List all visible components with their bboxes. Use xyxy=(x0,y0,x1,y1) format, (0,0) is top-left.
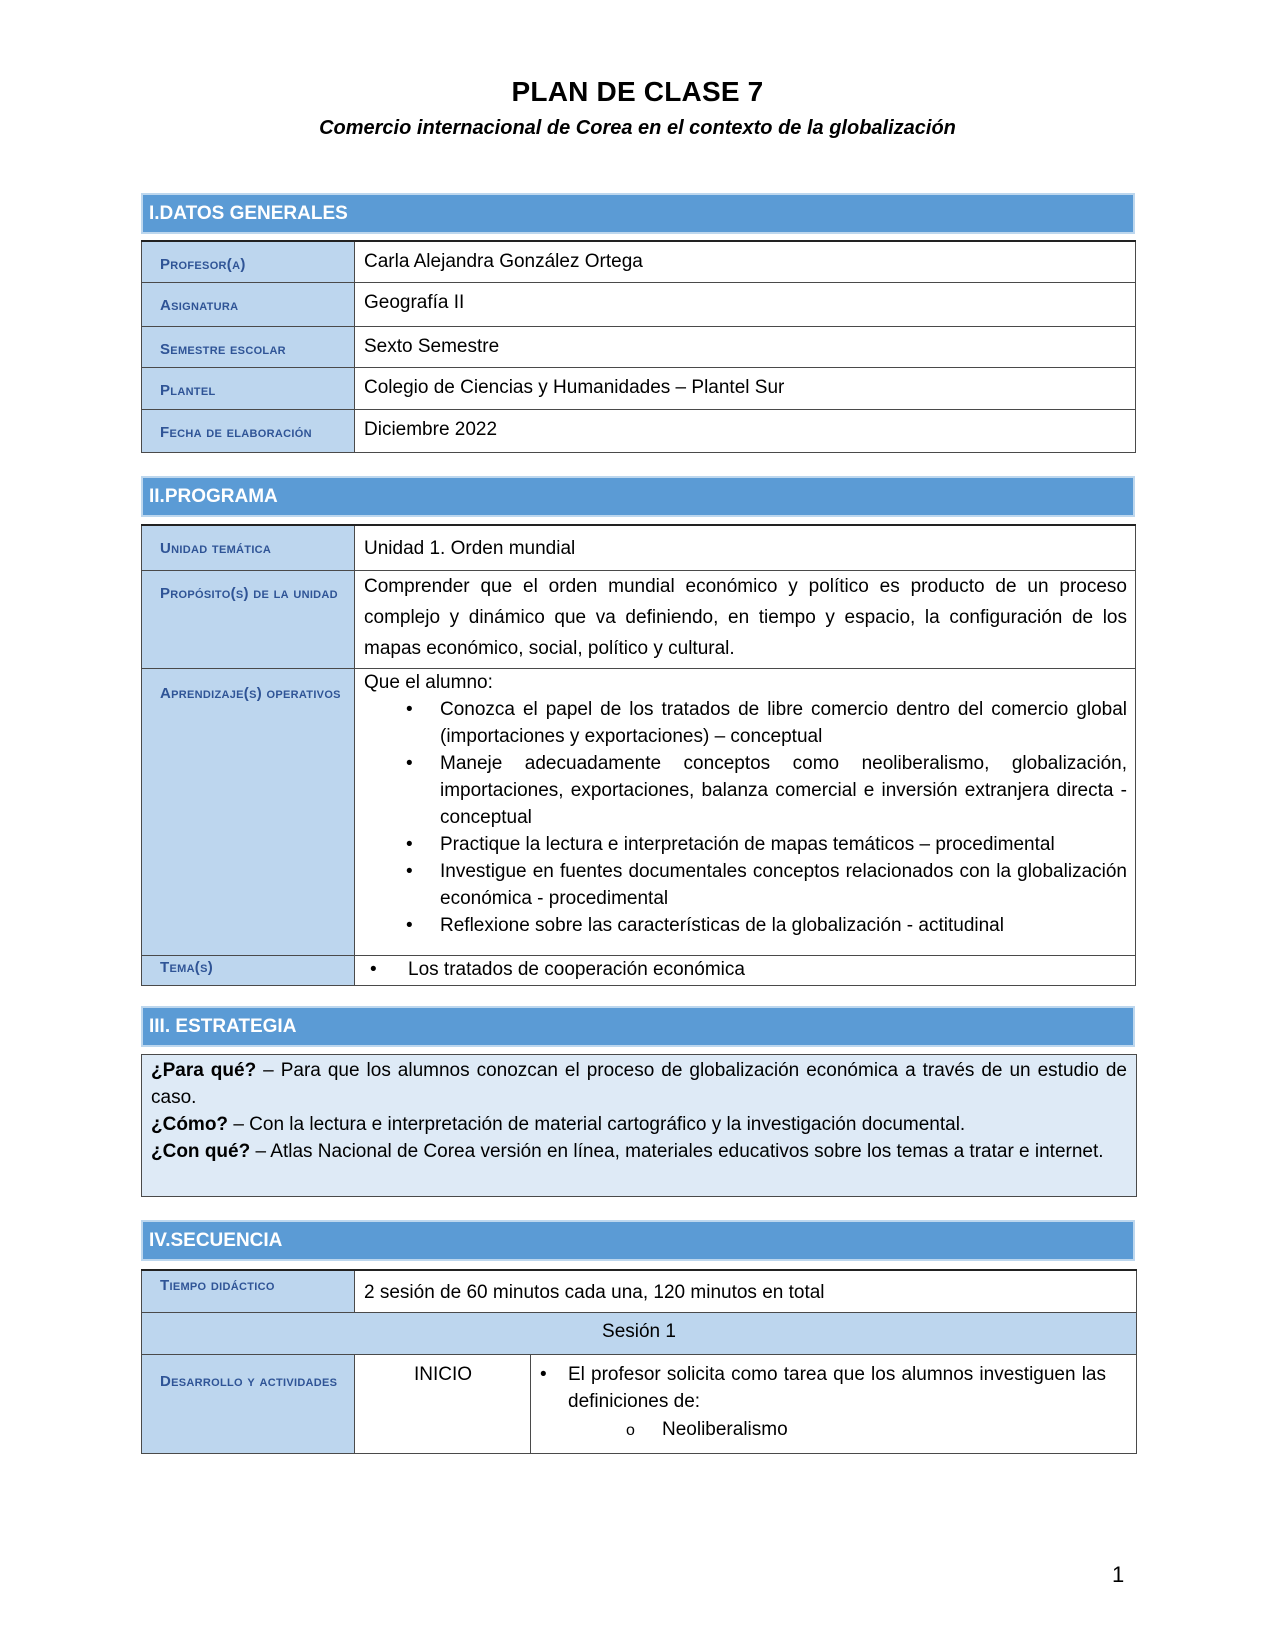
value-unidad: Unidad 1. Orden mundial xyxy=(355,525,1136,570)
label-proposito: Propósito(s) de la unidad xyxy=(142,570,355,668)
value-temas xyxy=(355,955,1136,985)
value-tiempo: 2 sesión de 60 minutos cada una, 120 minutos en total xyxy=(355,1270,1137,1312)
label-temas: Tema(s) xyxy=(142,955,355,985)
label-plantel: Plantel xyxy=(142,367,355,409)
table-row xyxy=(142,326,1136,367)
subitem-text: Neoliberalismo xyxy=(662,1418,788,1440)
value-aprendizajes xyxy=(355,668,1136,955)
con-que-question: ¿Con qué? xyxy=(151,1141,251,1162)
temas-list xyxy=(370,956,1127,983)
con-que-answer: – Atlas Nacional de Corea versión en línea, materiales educativos sobre los temas a tratar e internet. xyxy=(250,1141,1104,1162)
estrategia-box xyxy=(141,1054,1137,1197)
para-que-answer: – Para que los alumnos conozcan el proceso de globalización económica a través de un estudio de caso. xyxy=(151,1060,1127,1108)
list-item: • Conozca el papel de los tratados de libre comercio dentro del comercio global (importaciones y exportaciones) – conceptual xyxy=(406,696,1127,750)
estrategia-con-que xyxy=(151,1138,1127,1165)
circle-bullet-icon: o xyxy=(626,1421,635,1439)
aprendizajes-list xyxy=(406,696,1127,939)
table-row xyxy=(142,955,1136,985)
phase-inicio: INICIO xyxy=(355,1354,531,1453)
table-row xyxy=(142,668,1136,955)
table-row xyxy=(142,570,1136,668)
section-header-secuencia: IV.SECUENCIA xyxy=(141,1220,1135,1261)
list-item: • Reflexione sobre las características de la globalización - actitudinal xyxy=(406,912,1127,939)
document-title: PLAN DE CLASE 7 xyxy=(511,76,764,107)
datos-generales-table xyxy=(141,240,1136,453)
label-aprendizajes: Aprendizaje(s) operativos xyxy=(142,668,355,955)
list-item: • Maneje adecuadamente conceptos como neoliberalismo, globalización, importaciones, exportaciones, balanza comercial e inversión extranjera directa - conceptual xyxy=(406,750,1127,831)
list-item: • Los tratados de cooperación económica xyxy=(370,956,1127,983)
section-header-estrategia: III. ESTRATEGIA xyxy=(141,1006,1135,1047)
label-asignatura: Asignatura xyxy=(142,282,355,326)
value-semestre: Sexto Semestre xyxy=(355,326,1136,367)
list-item: • El profesor solicita como tarea que los alumnos investiguen las definiciones de: xyxy=(540,1361,1106,1415)
page-number: 1 xyxy=(1112,1562,1125,1587)
como-answer: – Con la lectura e interpretación de material cartográfico y la investigación documental. xyxy=(228,1114,966,1135)
estrategia-como xyxy=(151,1111,1127,1138)
document-subtitle: Comercio internacional de Corea en el contexto de la globalización xyxy=(319,117,956,139)
subitem-neoliberalismo xyxy=(540,1415,1106,1446)
table-row xyxy=(142,409,1136,452)
value-profesor: Carla Alejandra González Ortega xyxy=(355,241,1136,282)
table-row xyxy=(142,367,1136,409)
value-plantel: Colegio de Ciencias y Humanidades – Plantel Sur xyxy=(355,367,1136,409)
section-header-datos-generales: I.DATOS GENERALES xyxy=(141,193,1135,234)
label-tiempo: Tiempo didáctico xyxy=(142,1270,355,1312)
sesion-title: Sesión 1 xyxy=(142,1312,1137,1354)
table-row xyxy=(142,1354,1137,1453)
label-fecha: Fecha de elaboración xyxy=(142,409,355,452)
programa-table xyxy=(141,524,1136,986)
table-row xyxy=(142,525,1136,570)
label-profesor: Profesor(a) xyxy=(142,241,355,282)
section-header-programa: II.PROGRAMA xyxy=(141,476,1135,517)
list-item: • Practique la lectura e interpretación de mapas temáticos – procedimental xyxy=(406,831,1127,858)
table-row xyxy=(142,241,1136,282)
sesion-row xyxy=(142,1312,1137,1354)
como-question: ¿Cómo? xyxy=(151,1114,229,1135)
label-desarrollo: Desarrollo y actividades xyxy=(142,1354,355,1453)
table-row xyxy=(142,1270,1137,1312)
list-item: • Investigue en fuentes documentales conceptos relacionados con la globalización económica - procedimental xyxy=(406,858,1127,912)
value-proposito: Comprender que el orden mundial económico y político es producto de un proceso complejo y dinámico que va definiendo, en tiempo y espacio, la configuración de los mapas económico, social, político y cultural. xyxy=(355,570,1136,668)
value-fecha: Diciembre 2022 xyxy=(355,409,1136,452)
label-semestre: Semestre escolar xyxy=(142,326,355,367)
value-asignatura: Geografía II xyxy=(355,282,1136,326)
desarrollo-content xyxy=(531,1354,1137,1453)
label-unidad: Unidad temática xyxy=(142,525,355,570)
para-que-question: ¿Para qué? xyxy=(151,1060,257,1081)
estrategia-para-que xyxy=(151,1057,1127,1111)
secuencia-table xyxy=(141,1269,1137,1454)
desarrollo-list xyxy=(540,1361,1106,1415)
aprendizajes-intro: Que el alumno: xyxy=(364,671,493,693)
table-row xyxy=(142,282,1136,326)
